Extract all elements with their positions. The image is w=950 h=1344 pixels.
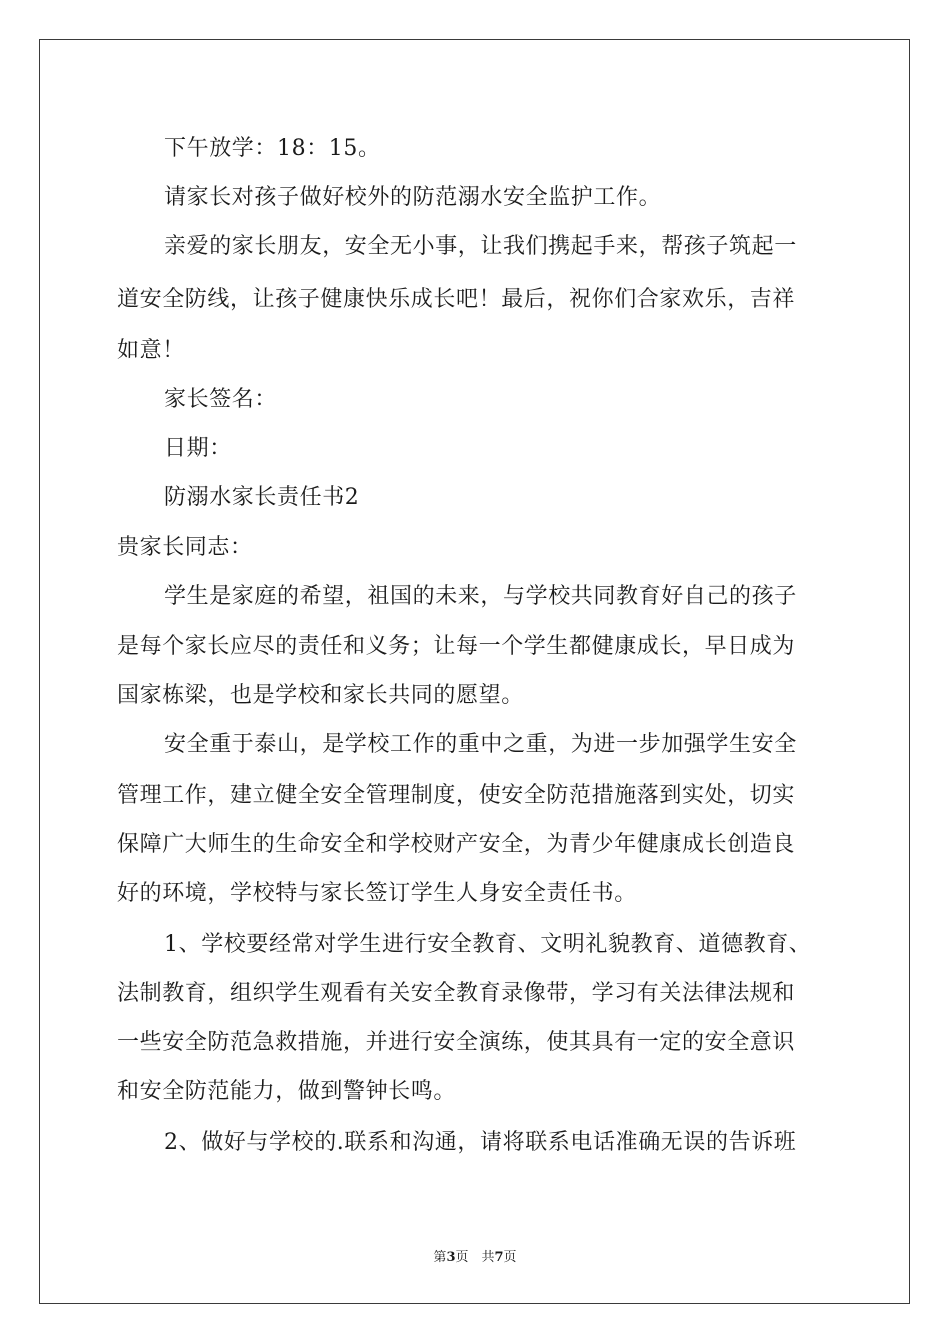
page-border xyxy=(39,39,910,1304)
page-mid: 页 共 xyxy=(455,1250,495,1265)
text-line: 国家栋梁，也是学校和家长共同的愿望。 xyxy=(117,683,524,708)
total-pages: 7 xyxy=(494,1250,504,1265)
text-line: 管理工作，建立健全安全管理制度，使安全防范措施落到实处，切实 xyxy=(117,783,796,808)
current-page: 3 xyxy=(446,1250,456,1265)
text-line: 1、学校要经常对学生进行安全教育、文明礼貌教育、道德教育、 xyxy=(164,932,812,957)
text-line: 保障广大师生的生命安全和学校财产安全，为青少年健康成长创造良 xyxy=(117,832,796,857)
text-line: 道安全防线，让孩子健康快乐成长吧！最后，祝你们合家欢乐，吉祥 xyxy=(117,287,796,312)
text-line: 下午放学：18：15。 xyxy=(164,136,381,161)
text-line: 一些安全防范急救措施，并进行安全演练，使其具有一定的安全意识 xyxy=(117,1030,796,1055)
text-line: 家长签名： xyxy=(164,387,278,412)
text-line: 安全重于泰山，是学校工作的重中之重，为进一步加强学生安全 xyxy=(164,732,797,757)
page-prefix: 第 xyxy=(433,1250,447,1265)
text-line: 请家长对孩子做好校外的防范溺水安全监护工作。 xyxy=(164,185,662,210)
text-line: 日期： xyxy=(164,436,232,461)
text-line: 法制教育，组织学生观看有关安全教育录像带，学习有关法律法规和 xyxy=(117,981,796,1006)
text-line: 亲爱的家长朋友，安全无小事，让我们携起手来，帮孩子筑起一 xyxy=(164,234,797,259)
page-number-footer xyxy=(0,1246,950,1265)
page-suffix: 页 xyxy=(503,1250,517,1265)
text-line: 好的环境，学校特与家长签订学生人身安全责任书。 xyxy=(117,881,637,906)
text-line: 学生是家庭的希望，祖国的未来，与学校共同教育好自己的孩子 xyxy=(164,584,797,609)
text-line: 和安全防范能力，做到警钟长鸣。 xyxy=(117,1079,457,1104)
salutation: 贵家长同志： xyxy=(117,535,253,560)
text-line: 是每个家长应尽的责任和义务；让每一个学生都健康成长，早日成为 xyxy=(117,634,796,659)
text-line: 如意！ xyxy=(117,338,185,363)
text-line: 2、做好与学校的.联系和沟通，请将联系电话准确无误的告诉班 xyxy=(164,1130,797,1155)
section-heading: 防溺水家长责任书2 xyxy=(164,485,360,510)
